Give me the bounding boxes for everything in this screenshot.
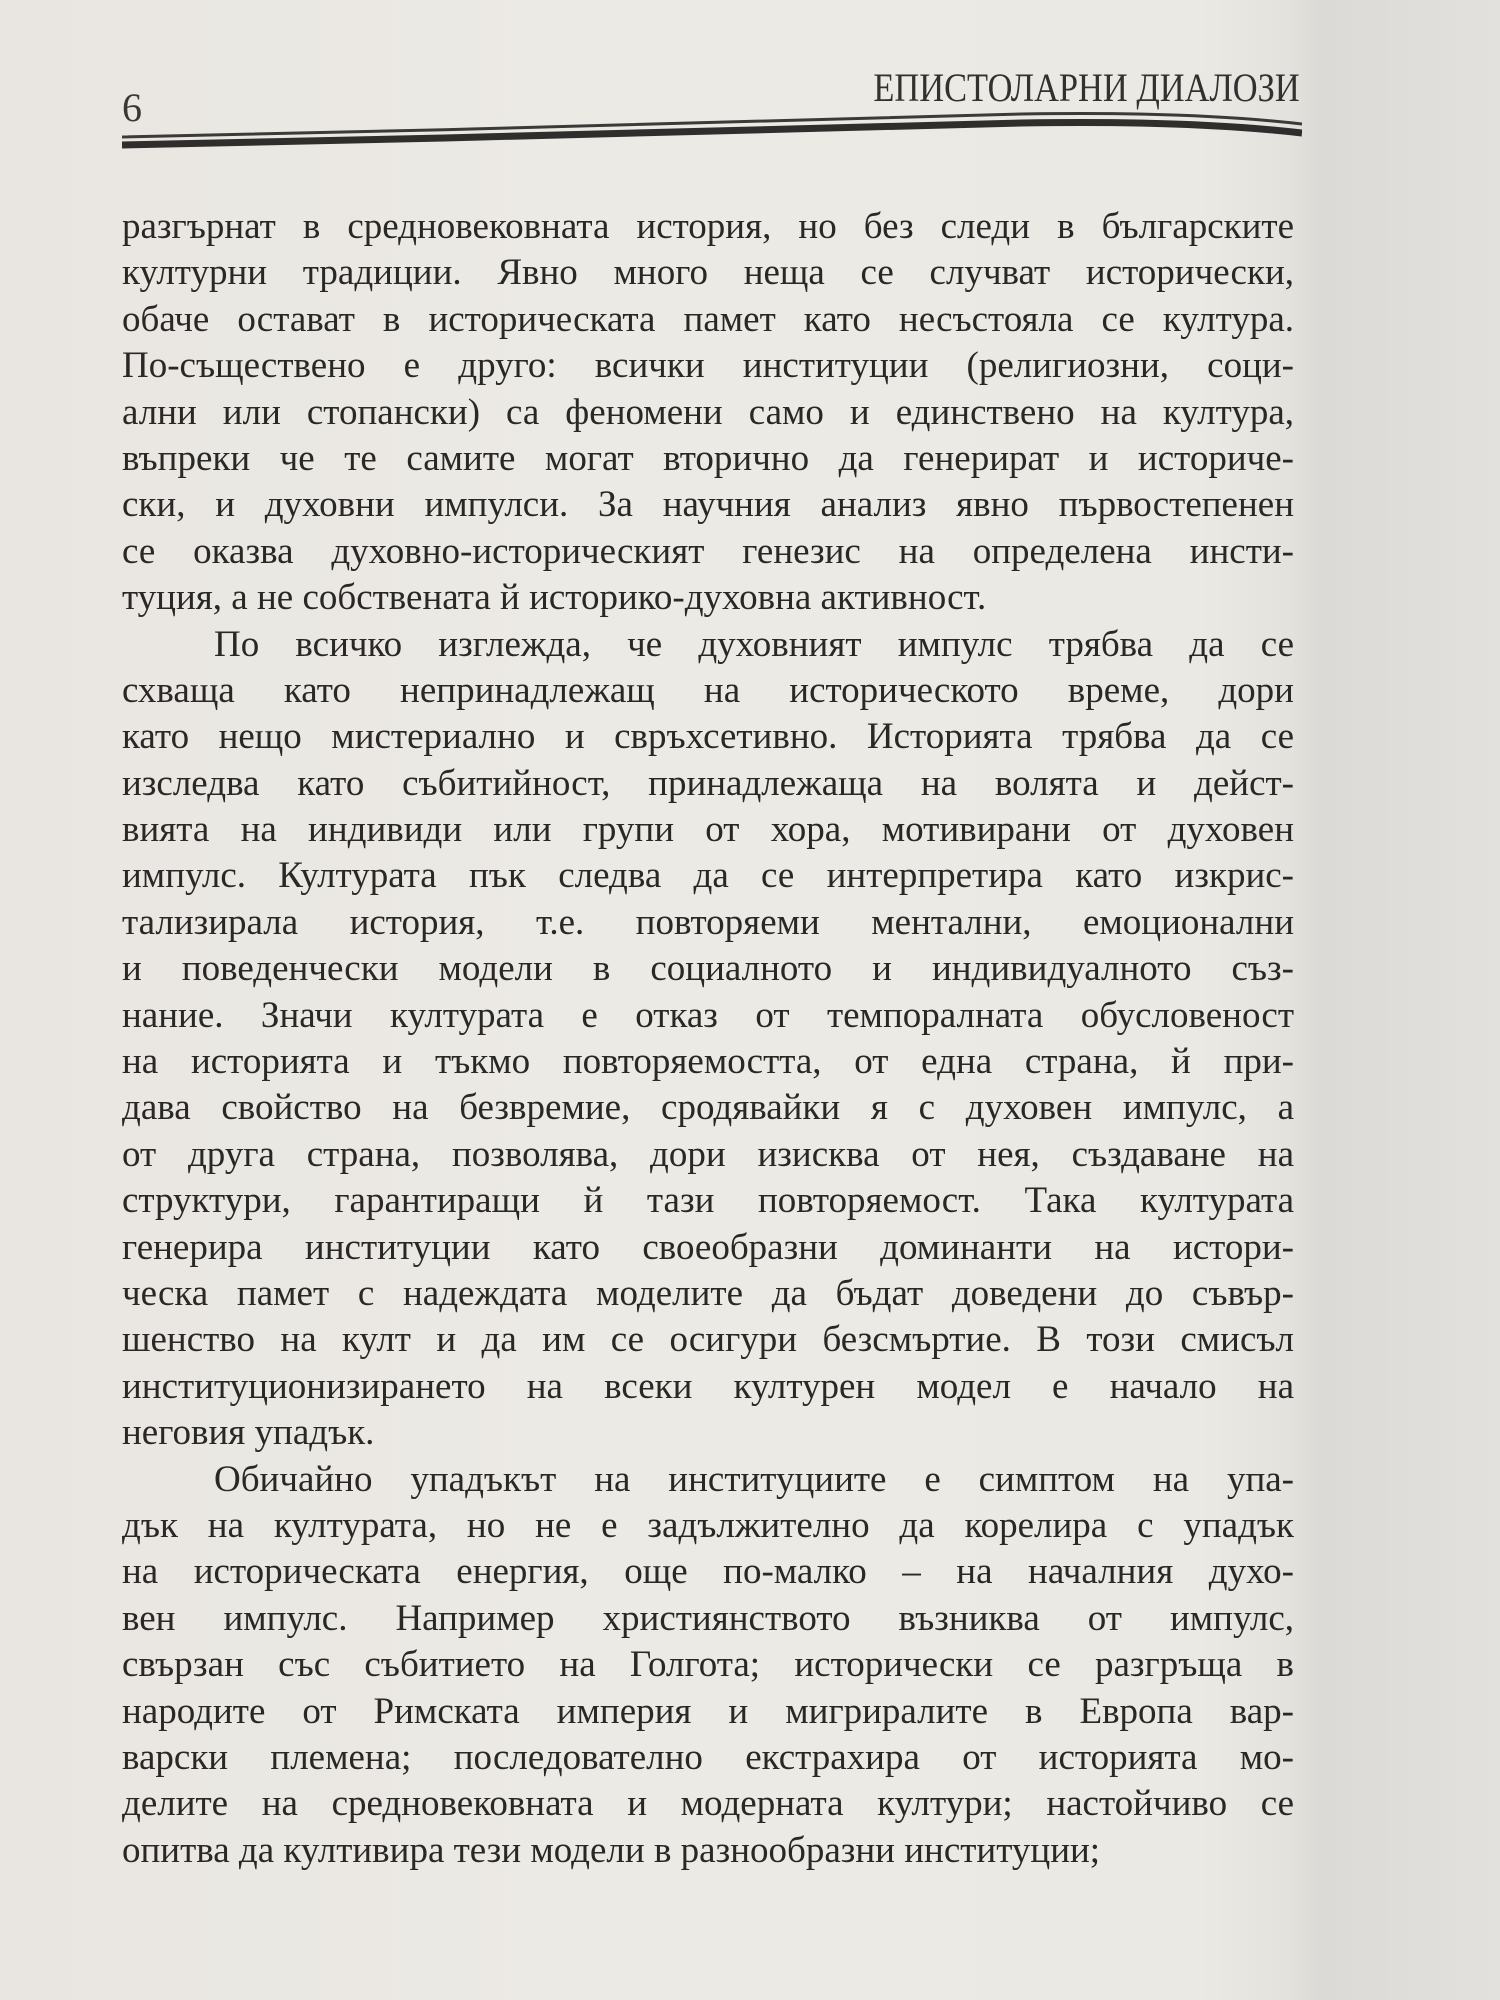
text-line-content: Обичайно упадъкът на институциите е симптом на упа- — [214, 1458, 1294, 1500]
text-line-content: неговия упадък. — [122, 1412, 375, 1454]
text-line — [122, 1549, 1294, 1595]
text-line — [122, 390, 1294, 436]
text-line — [122, 1225, 1294, 1271]
text-line-content: и поведенчески модели в социалното и индивидуалното съз- — [122, 948, 1294, 990]
text-line-content: импулс. Културата пък следва да се интерпретира като изкрис- — [122, 855, 1294, 897]
text-line — [122, 900, 1294, 946]
text-line — [122, 1689, 1294, 1735]
text-line-content: изследва като събитийност, принадлежаща на волята и дейст- — [122, 762, 1294, 804]
text-line — [122, 1503, 1294, 1549]
text-line-content: опитва да култивира тези модели в разнообразни институции; — [122, 1829, 1101, 1871]
text-line-content: разгърнат в средновековната история, но без следи в българските — [122, 206, 1294, 247]
text-line-content: варски племена; последователно екстрахира от историята мо- — [122, 1736, 1294, 1778]
text-line-content: въпреки че те самите могат вторично да генерират и историче- — [122, 437, 1294, 479]
text-line-content: дък на културата, но не е задължително да корелира с упадък — [122, 1504, 1294, 1546]
text-line-content: народите от Римската империя и мигриралите в Европа вар- — [122, 1690, 1294, 1732]
text-line — [122, 761, 1294, 807]
body-text — [122, 204, 1294, 1874]
text-line — [122, 482, 1294, 528]
text-line — [122, 1364, 1294, 1410]
text-line — [122, 993, 1294, 1039]
page-number: 6 — [122, 85, 142, 130]
text-line — [122, 1178, 1294, 1224]
text-line — [122, 297, 1294, 343]
text-line-content: По-съществено е друго: всички институции (религиозни, соци- — [122, 345, 1294, 387]
text-line — [122, 529, 1294, 575]
text-line — [122, 1085, 1294, 1131]
text-line-content: институционизирането на всеки културен модел е начало на — [122, 1365, 1294, 1407]
text-line — [122, 1317, 1294, 1363]
text-line-content: нание. Значи културата е отказ от темпоралната обусловеност — [122, 994, 1294, 1036]
text-line — [122, 1457, 1294, 1503]
text-line — [122, 807, 1294, 853]
text-line — [122, 343, 1294, 389]
text-line — [122, 1735, 1294, 1781]
text-line-content: обаче остават в историческата памет като несъстояла се култура. — [122, 298, 1294, 340]
text-line — [122, 436, 1294, 482]
text-line — [122, 1132, 1294, 1178]
text-line — [122, 204, 1294, 250]
text-line-content: вен импулс. Например християнството възниква от импулс, — [122, 1597, 1294, 1639]
text-line-content: По всичко изглежда, че духовният импулс трябва да се — [214, 623, 1294, 665]
paragraph-2 — [122, 622, 1294, 1457]
text-line — [122, 250, 1294, 296]
text-line-content: структури, гарантиращи й тази повторяемост. Така културата — [122, 1180, 1294, 1222]
text-line-content: схваща като непринадлежащ на историческото време, дори — [122, 669, 1294, 711]
text-line — [122, 853, 1294, 899]
text-line-content: ски, и духовни импулси. За научния анализ явно първостепенен — [122, 484, 1294, 526]
running-head: ЕПИСТОЛАРНИ ДИАЛОЗИ — [873, 65, 1300, 110]
text-line — [122, 1642, 1294, 1688]
paragraph-3 — [122, 1457, 1294, 1875]
text-line-content: ални или стопански) са феномени само и единствено на култура, — [122, 391, 1294, 433]
text-line-content: на историческата енергия, още по-малко – на началния духо- — [122, 1551, 1294, 1593]
text-line — [122, 1271, 1294, 1317]
text-line — [122, 1039, 1294, 1085]
text-line-content: свързан със събитието на Голгота; исторически се разгръща в — [122, 1644, 1294, 1686]
text-line-content: туция, а не собствената й историко-духовна активност. — [122, 577, 987, 619]
text-line — [122, 1410, 1294, 1456]
text-line-content: ческа памет с надеждата моделите да бъдат доведени до съвър- — [122, 1272, 1294, 1314]
paragraph-1 — [122, 204, 1294, 622]
text-line-content: на историята и тъкмо повторяемостта, от една страна, й при- — [122, 1041, 1294, 1083]
text-line-content: генерира институции като своеобразни доминанти на истори- — [122, 1226, 1294, 1268]
text-line — [122, 575, 1294, 621]
text-line-content: делите на средновековната и модерната култури; настойчиво се — [122, 1783, 1294, 1825]
text-line — [122, 1828, 1294, 1874]
header-rule — [122, 110, 1302, 154]
text-line — [122, 714, 1294, 760]
text-line — [122, 622, 1294, 668]
text-line-content: тализирала история, т.е. повторяеми ментални, емоционални — [122, 901, 1294, 943]
text-line-content: културни традиции. Явно много неща се случват исторически, — [122, 252, 1294, 294]
text-line — [122, 946, 1294, 992]
text-line — [122, 1596, 1294, 1642]
text-line-content: от друга страна, позволява, дори изисква от нея, създаване на — [122, 1133, 1294, 1175]
text-line-content: се оказва духовно-историческият генезис на определена инсти- — [122, 530, 1294, 572]
text-line — [122, 1781, 1294, 1827]
text-line-content: като нещо мистериално и свръхсетивно. Историята трябва да се — [122, 716, 1294, 758]
text-line-content: шенство на култ и да им се осигури безсмъртие. В този смисъл — [122, 1319, 1294, 1361]
text-line — [122, 668, 1294, 714]
text-line-content: вията на индивиди или групи от хора, мотивирани от духовен — [122, 809, 1294, 851]
text-line-content: дава свойство на безвремие, сродявайки я с духовен импулс, а — [122, 1087, 1294, 1129]
